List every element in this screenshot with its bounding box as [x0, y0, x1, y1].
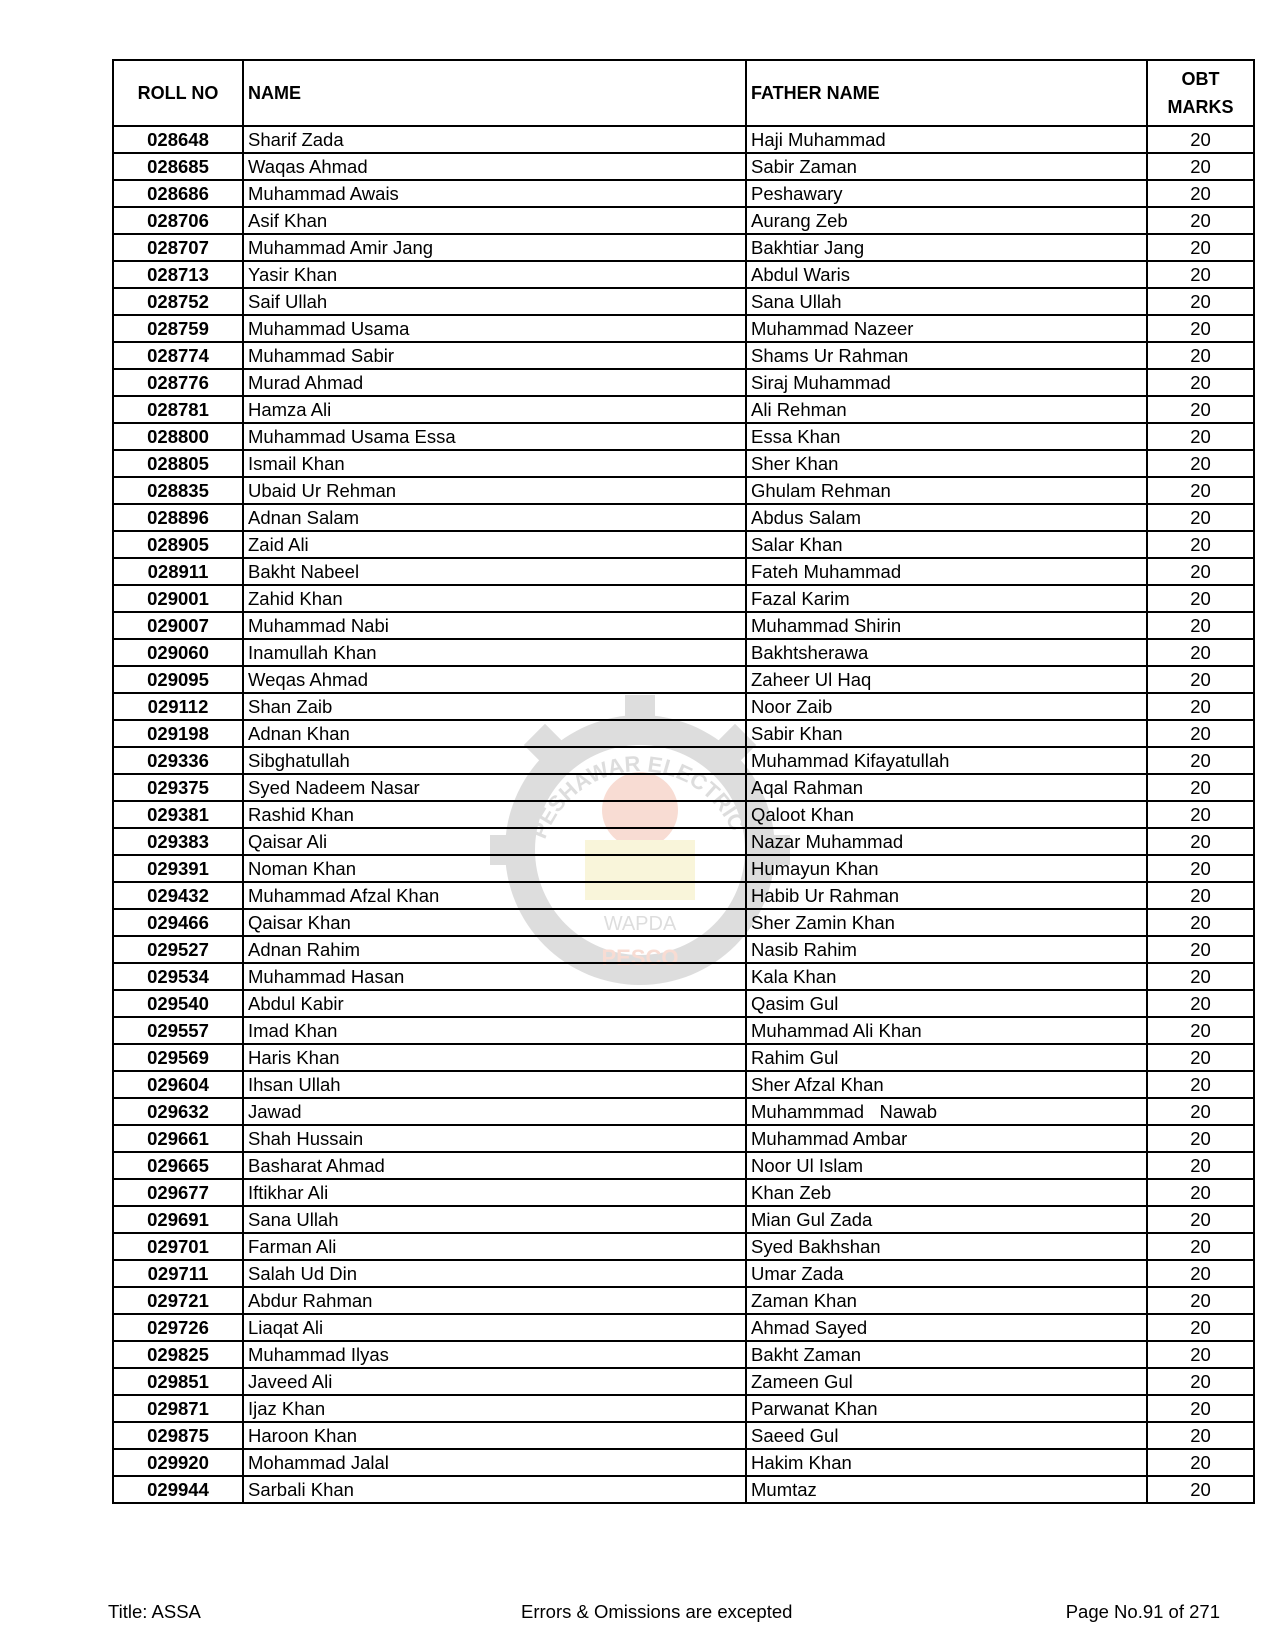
- cell-name: Farman Ali: [243, 1233, 746, 1260]
- table-row: [113, 936, 1254, 963]
- cell-obt-marks: 20: [1147, 126, 1254, 153]
- cell-name: Muhammad Usama Essa: [243, 423, 746, 450]
- cell-name: Muhammad Nabi: [243, 612, 746, 639]
- cell-father-name: Sher Khan: [746, 450, 1147, 477]
- header-marks-line: MARKS: [1167, 97, 1234, 117]
- cell-obt-marks: 20: [1147, 774, 1254, 801]
- cell-name: Ubaid Ur Rehman: [243, 477, 746, 504]
- cell-roll-no: 029534: [113, 963, 243, 990]
- cell-father-name: Sana Ullah: [746, 288, 1147, 315]
- table-row: [113, 963, 1254, 990]
- cell-roll-no: 029691: [113, 1206, 243, 1233]
- watermark-pesco-text: PESCO: [601, 945, 679, 970]
- cell-name: Ijaz Khan: [243, 1395, 746, 1422]
- cell-obt-marks: 20: [1147, 1206, 1254, 1233]
- cell-father-name: Bakhtsherawa: [746, 639, 1147, 666]
- table-row: [113, 1098, 1254, 1125]
- cell-obt-marks: 20: [1147, 1125, 1254, 1152]
- cell-roll-no: 028706: [113, 207, 243, 234]
- cell-father-name: Habib Ur Rahman: [746, 882, 1147, 909]
- cell-name: Bakht Nabeel: [243, 558, 746, 585]
- cell-obt-marks: 20: [1147, 1341, 1254, 1368]
- cell-obt-marks: 20: [1147, 612, 1254, 639]
- cell-roll-no: 028835: [113, 477, 243, 504]
- cell-roll-no: 029375: [113, 774, 243, 801]
- table-row: [113, 1233, 1254, 1260]
- table-row: [113, 1071, 1254, 1098]
- cell-name: Jawad: [243, 1098, 746, 1125]
- cell-roll-no: 028685: [113, 153, 243, 180]
- cell-name: Sharif Zada: [243, 126, 746, 153]
- table-row: [113, 1422, 1254, 1449]
- cell-roll-no: 029198: [113, 720, 243, 747]
- cell-roll-no: 028774: [113, 342, 243, 369]
- cell-obt-marks: 20: [1147, 828, 1254, 855]
- cell-roll-no: 029336: [113, 747, 243, 774]
- cell-father-name: Salar Khan: [746, 531, 1147, 558]
- cell-father-name: Muhammad Ali Khan: [746, 1017, 1147, 1044]
- cell-roll-no: 028707: [113, 234, 243, 261]
- cell-name: Ismail Khan: [243, 450, 746, 477]
- cell-name: Weqas Ahmad: [243, 666, 746, 693]
- cell-name: Mohammad Jalal: [243, 1449, 746, 1476]
- cell-roll-no: 028713: [113, 261, 243, 288]
- cell-father-name: Ali Rehman: [746, 396, 1147, 423]
- table-row: [113, 639, 1254, 666]
- cell-father-name: Zaman Khan: [746, 1287, 1147, 1314]
- cell-roll-no: 028686: [113, 180, 243, 207]
- cell-father-name: Sabir Khan: [746, 720, 1147, 747]
- cell-obt-marks: 20: [1147, 1476, 1254, 1503]
- cell-obt-marks: 20: [1147, 1314, 1254, 1341]
- cell-roll-no: 028781: [113, 396, 243, 423]
- cell-roll-no: 028648: [113, 126, 243, 153]
- cell-name: Basharat Ahmad: [243, 1152, 746, 1179]
- cell-name: Liaqat Ali: [243, 1314, 746, 1341]
- cell-father-name: Saeed Gul: [746, 1422, 1147, 1449]
- cell-obt-marks: 20: [1147, 693, 1254, 720]
- cell-roll-no: 029944: [113, 1476, 243, 1503]
- cell-obt-marks: 20: [1147, 1017, 1254, 1044]
- cell-name: Yasir Khan: [243, 261, 746, 288]
- cell-obt-marks: 20: [1147, 342, 1254, 369]
- cell-name: Hamza Ali: [243, 396, 746, 423]
- cell-obt-marks: 20: [1147, 990, 1254, 1017]
- watermark-arc-text: PESHAWAR ELECTRIC: [526, 750, 751, 842]
- cell-name: Zaid Ali: [243, 531, 746, 558]
- cell-father-name: Bakht Zaman: [746, 1341, 1147, 1368]
- cell-father-name: Mian Gul Zada: [746, 1206, 1147, 1233]
- table-row: [113, 1314, 1254, 1341]
- cell-father-name: Khan Zeb: [746, 1179, 1147, 1206]
- cell-obt-marks: 20: [1147, 882, 1254, 909]
- cell-father-name: Bakhtiar Jang: [746, 234, 1147, 261]
- cell-roll-no: 029569: [113, 1044, 243, 1071]
- cell-obt-marks: 20: [1147, 450, 1254, 477]
- table-row: [113, 234, 1254, 261]
- cell-father-name: Zaheer Ul Haq: [746, 666, 1147, 693]
- table-row: [113, 261, 1254, 288]
- cell-roll-no: 029527: [113, 936, 243, 963]
- cell-roll-no: 029381: [113, 801, 243, 828]
- table-row: [113, 153, 1254, 180]
- cell-name: Sibghatullah: [243, 747, 746, 774]
- cell-obt-marks: 20: [1147, 963, 1254, 990]
- cell-obt-marks: 20: [1147, 801, 1254, 828]
- footer-page-number: Page No.91 of 271: [1065, 1601, 1220, 1622]
- cell-name: Shan Zaib: [243, 693, 746, 720]
- cell-name: Muhammad Hasan: [243, 963, 746, 990]
- cell-name: Shah Hussain: [243, 1125, 746, 1152]
- cell-obt-marks: 20: [1147, 1098, 1254, 1125]
- table-row: [113, 1287, 1254, 1314]
- cell-name: Javeed Ali: [243, 1368, 746, 1395]
- table-row: [113, 747, 1254, 774]
- cell-roll-no: 029920: [113, 1449, 243, 1476]
- cell-roll-no: 028776: [113, 369, 243, 396]
- cell-father-name: Sabir Zaman: [746, 153, 1147, 180]
- cell-name: Ihsan Ullah: [243, 1071, 746, 1098]
- cell-name: Inamullah Khan: [243, 639, 746, 666]
- table-row: [113, 1368, 1254, 1395]
- cell-father-name: Muhammad Shirin: [746, 612, 1147, 639]
- cell-roll-no: 029871: [113, 1395, 243, 1422]
- cell-obt-marks: 20: [1147, 504, 1254, 531]
- cell-father-name: Zameen Gul: [746, 1368, 1147, 1395]
- cell-obt-marks: 20: [1147, 558, 1254, 585]
- cell-obt-marks: 20: [1147, 1260, 1254, 1287]
- cell-father-name: Abdus Salam: [746, 504, 1147, 531]
- table-row: [113, 801, 1254, 828]
- cell-roll-no: 029060: [113, 639, 243, 666]
- footer-notice: Errors & Omissions are excepted: [521, 1601, 793, 1622]
- cell-father-name: Humayun Khan: [746, 855, 1147, 882]
- cell-roll-no: 029383: [113, 828, 243, 855]
- cell-roll-no: 029604: [113, 1071, 243, 1098]
- cell-father-name: Nazar Muhammad: [746, 828, 1147, 855]
- cell-father-name: Sher Afzal Khan: [746, 1071, 1147, 1098]
- table-row: [113, 882, 1254, 909]
- table-row: [113, 477, 1254, 504]
- cell-roll-no: 029466: [113, 909, 243, 936]
- table-row: [113, 558, 1254, 585]
- cell-obt-marks: 20: [1147, 1395, 1254, 1422]
- cell-obt-marks: 20: [1147, 747, 1254, 774]
- cell-obt-marks: 20: [1147, 234, 1254, 261]
- cell-obt-marks: 20: [1147, 369, 1254, 396]
- cell-father-name: Fateh Muhammad: [746, 558, 1147, 585]
- cell-father-name: Syed Bakhshan: [746, 1233, 1147, 1260]
- cell-father-name: Muhammad Ambar: [746, 1125, 1147, 1152]
- cell-obt-marks: 20: [1147, 936, 1254, 963]
- cell-obt-marks: 20: [1147, 1071, 1254, 1098]
- cell-name: Asif Khan: [243, 207, 746, 234]
- cell-roll-no: 029721: [113, 1287, 243, 1314]
- cell-roll-no: 029557: [113, 1017, 243, 1044]
- footer-title: Title: ASSA: [108, 1601, 201, 1622]
- table-row: [113, 1341, 1254, 1368]
- cell-name: Haroon Khan: [243, 1422, 746, 1449]
- header-name: NAME: [243, 60, 746, 126]
- cell-obt-marks: 20: [1147, 1152, 1254, 1179]
- result-table: [112, 59, 1255, 1504]
- cell-roll-no: 029851: [113, 1368, 243, 1395]
- table-row: [113, 990, 1254, 1017]
- cell-name: Muhammad Amir Jang: [243, 234, 746, 261]
- cell-roll-no: 028896: [113, 504, 243, 531]
- cell-name: Salah Ud Din: [243, 1260, 746, 1287]
- cell-obt-marks: 20: [1147, 261, 1254, 288]
- cell-father-name: Haji Muhammad: [746, 126, 1147, 153]
- cell-obt-marks: 20: [1147, 396, 1254, 423]
- cell-obt-marks: 20: [1147, 585, 1254, 612]
- table-row: [113, 1449, 1254, 1476]
- cell-father-name: Sher Zamin Khan: [746, 909, 1147, 936]
- cell-name: Haris Khan: [243, 1044, 746, 1071]
- cell-name: Murad Ahmad: [243, 369, 746, 396]
- table-row: [113, 1017, 1254, 1044]
- table-header-row: [113, 60, 1254, 126]
- table-row: [113, 207, 1254, 234]
- cell-father-name: Muhammad Kifayatullah: [746, 747, 1147, 774]
- table-row: [113, 342, 1254, 369]
- table-row: [113, 450, 1254, 477]
- cell-father-name: Aqal Rahman: [746, 774, 1147, 801]
- table-row: [113, 1125, 1254, 1152]
- cell-roll-no: 029391: [113, 855, 243, 882]
- cell-father-name: Siraj Muhammad: [746, 369, 1147, 396]
- cell-father-name: Qasim Gul: [746, 990, 1147, 1017]
- cell-roll-no: 029007: [113, 612, 243, 639]
- cell-roll-no: 029661: [113, 1125, 243, 1152]
- cell-father-name: Umar Zada: [746, 1260, 1147, 1287]
- cell-obt-marks: 20: [1147, 639, 1254, 666]
- cell-father-name: Kala Khan: [746, 963, 1147, 990]
- cell-father-name: Ahmad Sayed: [746, 1314, 1147, 1341]
- cell-roll-no: 029112: [113, 693, 243, 720]
- cell-roll-no: 028805: [113, 450, 243, 477]
- cell-obt-marks: 20: [1147, 1179, 1254, 1206]
- cell-obt-marks: 20: [1147, 1422, 1254, 1449]
- cell-obt-marks: 20: [1147, 288, 1254, 315]
- cell-father-name: Hakim Khan: [746, 1449, 1147, 1476]
- table-row: [113, 585, 1254, 612]
- cell-roll-no: 029632: [113, 1098, 243, 1125]
- cell-name: Muhammad Sabir: [243, 342, 746, 369]
- table-row: [113, 666, 1254, 693]
- cell-father-name: Aurang Zeb: [746, 207, 1147, 234]
- cell-roll-no: 029432: [113, 882, 243, 909]
- cell-name: Noman Khan: [243, 855, 746, 882]
- cell-father-name: Qaloot Khan: [746, 801, 1147, 828]
- table-row: [113, 1152, 1254, 1179]
- cell-name: Muhammad Ilyas: [243, 1341, 746, 1368]
- cell-name: Waqas Ahmad: [243, 153, 746, 180]
- cell-roll-no: 029665: [113, 1152, 243, 1179]
- cell-father-name: Fazal Karim: [746, 585, 1147, 612]
- cell-father-name: Muhammmad Nawab: [746, 1098, 1147, 1125]
- cell-father-name: Noor Ul Islam: [746, 1152, 1147, 1179]
- cell-obt-marks: 20: [1147, 315, 1254, 342]
- cell-obt-marks: 20: [1147, 1044, 1254, 1071]
- cell-obt-marks: 20: [1147, 180, 1254, 207]
- cell-father-name: Mumtaz: [746, 1476, 1147, 1503]
- table-row: [113, 180, 1254, 207]
- header-roll-no: ROLL NO: [113, 60, 243, 126]
- cell-father-name: Abdul Waris: [746, 261, 1147, 288]
- header-father-name: FATHER NAME: [746, 60, 1147, 126]
- cell-roll-no: 029095: [113, 666, 243, 693]
- table-row: [113, 774, 1254, 801]
- table-row: [113, 288, 1254, 315]
- table-row: [113, 504, 1254, 531]
- cell-roll-no: 029540: [113, 990, 243, 1017]
- cell-name: Qaisar Ali: [243, 828, 746, 855]
- cell-name: Abdur Rahman: [243, 1287, 746, 1314]
- cell-name: Adnan Salam: [243, 504, 746, 531]
- cell-roll-no: 028911: [113, 558, 243, 585]
- cell-obt-marks: 20: [1147, 855, 1254, 882]
- cell-name: Iftikhar Ali: [243, 1179, 746, 1206]
- cell-father-name: Shams Ur Rahman: [746, 342, 1147, 369]
- cell-father-name: Rahim Gul: [746, 1044, 1147, 1071]
- cell-name: Abdul Kabir: [243, 990, 746, 1017]
- cell-name: Sarbali Khan: [243, 1476, 746, 1503]
- cell-roll-no: 029001: [113, 585, 243, 612]
- cell-father-name: Peshawary: [746, 180, 1147, 207]
- table-row: [113, 1044, 1254, 1071]
- watermark-wapda-text: WAPDA: [603, 913, 677, 935]
- table-row: [113, 1260, 1254, 1287]
- cell-father-name: Noor Zaib: [746, 693, 1147, 720]
- cell-name: Qaisar Khan: [243, 909, 746, 936]
- cell-father-name: Muhammad Nazeer: [746, 315, 1147, 342]
- cell-father-name: Essa Khan: [746, 423, 1147, 450]
- cell-name: Adnan Khan: [243, 720, 746, 747]
- table-row: [113, 855, 1254, 882]
- cell-obt-marks: 20: [1147, 207, 1254, 234]
- table-row: [113, 720, 1254, 747]
- table-row: [113, 828, 1254, 855]
- cell-father-name: Parwanat Khan: [746, 1395, 1147, 1422]
- cell-obt-marks: 20: [1147, 1233, 1254, 1260]
- cell-obt-marks: 20: [1147, 1449, 1254, 1476]
- table-row: [113, 1206, 1254, 1233]
- cell-name: Syed Nadeem Nasar: [243, 774, 746, 801]
- cell-obt-marks: 20: [1147, 1287, 1254, 1314]
- table-row: [113, 369, 1254, 396]
- cell-obt-marks: 20: [1147, 720, 1254, 747]
- table-row: [113, 612, 1254, 639]
- cell-roll-no: 028905: [113, 531, 243, 558]
- table-row: [113, 315, 1254, 342]
- cell-name: Muhammad Usama: [243, 315, 746, 342]
- cell-name: Adnan Rahim: [243, 936, 746, 963]
- cell-roll-no: 029701: [113, 1233, 243, 1260]
- cell-roll-no: 028759: [113, 315, 243, 342]
- table-row: [113, 693, 1254, 720]
- cell-father-name: Ghulam Rehman: [746, 477, 1147, 504]
- cell-name: Muhammad Awais: [243, 180, 746, 207]
- cell-obt-marks: 20: [1147, 477, 1254, 504]
- cell-roll-no: 029825: [113, 1341, 243, 1368]
- cell-roll-no: 029726: [113, 1314, 243, 1341]
- table-row: [113, 909, 1254, 936]
- cell-name: Sana Ullah: [243, 1206, 746, 1233]
- table-row: [113, 423, 1254, 450]
- table-body: [113, 126, 1254, 1503]
- header-obt-marks: [1147, 60, 1254, 126]
- cell-obt-marks: 20: [1147, 1368, 1254, 1395]
- table-row: [113, 1476, 1254, 1503]
- table-row: [113, 1395, 1254, 1422]
- cell-roll-no: 029875: [113, 1422, 243, 1449]
- cell-obt-marks: 20: [1147, 531, 1254, 558]
- cell-roll-no: 029711: [113, 1260, 243, 1287]
- cell-father-name: Nasib Rahim: [746, 936, 1147, 963]
- table-row: [113, 396, 1254, 423]
- cell-roll-no: 028752: [113, 288, 243, 315]
- cell-obt-marks: 20: [1147, 909, 1254, 936]
- table-row: [113, 531, 1254, 558]
- cell-name: Imad Khan: [243, 1017, 746, 1044]
- cell-name: Rashid Khan: [243, 801, 746, 828]
- cell-roll-no: 028800: [113, 423, 243, 450]
- cell-obt-marks: 20: [1147, 666, 1254, 693]
- cell-name: Muhammad Afzal Khan: [243, 882, 746, 909]
- header-obt-line: OBT: [1181, 69, 1220, 89]
- cell-roll-no: 029677: [113, 1179, 243, 1206]
- table-row: [113, 1179, 1254, 1206]
- cell-name: Saif Ullah: [243, 288, 746, 315]
- table-row: [113, 126, 1254, 153]
- cell-name: Zahid Khan: [243, 585, 746, 612]
- cell-obt-marks: 20: [1147, 423, 1254, 450]
- cell-obt-marks: 20: [1147, 153, 1254, 180]
